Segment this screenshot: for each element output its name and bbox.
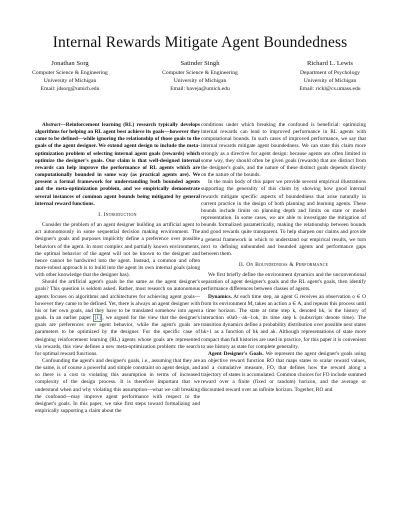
abstract	[35, 122, 200, 208]
author-dept: Department of Psychology	[300, 69, 360, 76]
intro-paragraph-1: Consider the problem of an agent designer building an artificial agent to act autonomously in some sequential decision making environment. The designer's goals and purposes implicitly define a preference over possible behaviors of the agent. In most complex and partially known environments, the optimal behavior of the agent will not be known to the designer and hence cannot be hardwired into the agent. Instead, a common and often more-robust approach is to build into the agent its own internal goals (along with other knowledge that the designer has).	[35, 222, 200, 279]
intro-paragraph-3-continued: conditions under which breaking the confound is beneficial: optimizing internal rewards can lead to improved performance in RL agents with computational bounds. In such cases of improved performance, we say that internal rewards mitigate agent boundedness. We can state this claim more strongly as a directive for agent design: because agents are often limited in some way, they should often be given goals (rewards) that are distinct from the designer's goals, and the nature of these distinct goals depends directly on the nature of the bounds.	[201, 122, 366, 179]
dynamics-text: At each time step, an agent G receives an observation o ∈ O from its environment M, takes an action a ∈ A, and repeats this process until a time horizon. The state at time step k, denoted hk, is the history of interaction o0a0···ak−1ok, its time step k (subscripts denote time). The transition dynamics define a probability distribution over possible next states hk+1 as a function of hk and ak. Although representations of state more compact than full histories are used in practice, for this paper it is convenient to use history as state for complete generality.	[201, 293, 367, 350]
left-column	[35, 122, 200, 415]
intro-paragraph-4: In the main body of this paper we provide several empirical illustrations supporting the generality of this claim by showing how good internal rewards mitigate specific aspects of boundedness that arise naturally in current practice in the design of both planning and learning agents. These bounds include limits on planning depth and limits on state or model representation. In some cases, we are able to investigate the mitigation of bounds formalized parametrically, making the relationship between bounds and good rewards quite transparent. To help sharpen our claims and provide a general framework in which to understand our empirical results, we turn next to defining unbounded and bounded agents and performance gaps between them.	[201, 179, 366, 257]
author-dept: Computer Science & Engineering	[32, 69, 108, 76]
designer-goals-text: We represent the agent designer's goals using an objective reward function RO that maps states to scalar reward values, and a cumulative measure, FO, that defines how the reward along a trajectory of states is accumulated. Common choices for FO include summed reward over a finite (fixed or random) horizon, and the average or discounted reward over an infinite horizon. Together, RO and	[201, 350, 366, 393]
intro-paragraph-2-tail: , we argued for the view that the designer's goals are preferences over agent behavior, while the agent's goals are parameters to be optimized by the designer. For the specific case of designing reinforcement learning (RL) agents whose goals are represented via rewards, this view defines a new meta-optimization problem: the search for optimal reward functions.	[35, 315, 201, 357]
intro-paragraph-2	[35, 279, 200, 358]
designer-goals-paragraph	[201, 351, 366, 394]
paper-title: Internal Rewards Mitigate Agent Boundedness	[52, 34, 348, 51]
intro-paragraph-2-text: Should the artificial agent's goals be the same as the agent designer's goals? This question is seldom asked. Rather, most research on autonomous agents focuses on algorithms and architectures for achieving agent goals—however they came to be defined. Yet, there is always an agent designer with his or her own goals, and they have to be translated somehow into agent goals. In an earlier paper	[35, 279, 200, 322]
abstract-text: —Reinforcement learning (RL) research typically develops algorithms for helping an RL agent best achieve its goals—however they came to be defined—while ignoring the relationship of those goals to the goals of the agent designer. We extend agent design to include the meta-optimization problem of selecting internal agent goals (rewards) which optimize the designer's goals. Our claim is that well-designed internal rewards can help improve the performance of RL agents which are computationally bounded in some way (as practical agents are). We present a formal framework for understanding both bounded agents and the meta-optimization problem, and we empirically demonstrate several instances of common agent bounds being mitigated by general internal reward functions.	[35, 122, 200, 207]
author-email: Email: jdsorg@umich.edu	[40, 85, 100, 92]
dynamics-label: Dynamics.	[208, 293, 232, 300]
author-3	[265, 60, 395, 93]
author-email: Email: baveja@umich.edu	[170, 85, 230, 92]
author-2	[135, 60, 265, 93]
author-1	[5, 60, 135, 93]
author-email: Email: rickl@cs.umass.edu	[299, 85, 361, 92]
author-name: Jonathan Sorg	[51, 60, 89, 67]
intro-paragraph-3: Confounding the agent's and designer's goals, i.e., assuming that they are the same, is of course a powerful and simple constraint on agent design, and so there is a cost to violating this assumption in terms of increased complexity of the design process. It is therefore important that we understand when and why violating this assumption—what we call breaking the confound—may improve agent performance with respect to the designer's goals. In this paper, we take first steps toward formalizing and empirically supporting a claim about the	[35, 358, 200, 415]
author-name: Satinder Singh	[180, 60, 220, 67]
author-org: University of Michigan	[303, 77, 357, 84]
right-column	[201, 122, 366, 394]
author-org: University of Michigan	[43, 77, 97, 84]
author-dept: Computer Science & Engineering	[162, 69, 238, 76]
section2-paragraph-1: We first briefly define the environment dynamics and the unconventional separation of agent designer's goals and the RL agent's goals, then identify performance differences between classes of agents.	[201, 272, 366, 293]
citation-link[interactable]: [1]	[94, 315, 101, 322]
abstract-label: Abstract	[42, 122, 61, 128]
section-heading-introduction: I. Introduction	[98, 211, 137, 218]
author-name: Richard L. Lewis	[307, 60, 353, 67]
dynamics-paragraph	[201, 294, 366, 351]
author-org: University of Michigan	[173, 77, 227, 84]
section-heading-boundedness: II. On Boundedness & Performance	[238, 261, 329, 268]
designer-goals-label: Agent Designer's Goals.	[208, 350, 264, 357]
